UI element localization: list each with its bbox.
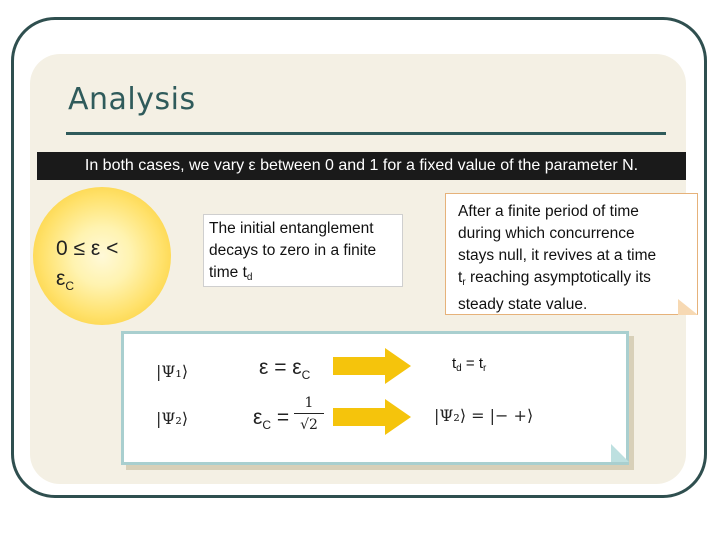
note2-line4: $t_r$ reaching asymptotically its	[458, 269, 651, 288]
note2-line3: stays null, it revives at a time	[458, 247, 657, 264]
row1-arrow-icon	[333, 348, 411, 384]
sun-label	[56, 234, 118, 301]
psi1-label: |Ψ₁⟩	[156, 362, 189, 381]
note1-line3: time $t_d$	[209, 264, 253, 283]
slide-title: Analysis	[68, 82, 196, 117]
note2-line1: After a finite period of time	[458, 203, 639, 220]
fraction-numerator: 1	[304, 395, 314, 411]
note1-line1: The initial entanglement	[209, 220, 374, 237]
row1-equation: $\varepsilon = \varepsilon_C$	[259, 356, 311, 383]
note1-line2: decays to zero in a finite	[209, 242, 377, 259]
sun-label-line2: $\varepsilon_C$	[56, 267, 75, 294]
fraction-bar	[294, 413, 324, 414]
title-rule	[66, 132, 666, 135]
row2-result: |Ψ₂⟩ = |− +⟩	[434, 406, 534, 425]
row2-equation: $\varepsilon_C$ =	[253, 406, 290, 433]
card-fold	[611, 444, 629, 462]
note-revival	[445, 193, 698, 315]
row2-fraction	[294, 395, 324, 434]
sun-label-line1: 0 ≤ ε <	[56, 237, 119, 260]
note-initial-entanglement	[203, 214, 403, 287]
psi2-label: |Ψ₂⟩	[156, 409, 189, 428]
row1-result: $t_d = t_r$	[452, 355, 487, 374]
note2-line2: during which concurrence	[458, 225, 635, 242]
row2-arrow-icon	[333, 399, 411, 435]
note2-line5: steady state value.	[458, 296, 588, 313]
note2-fold	[678, 299, 698, 315]
banner-text: In both cases, we vary ε between 0 and 1 for a fixed value of the parameter N.	[37, 152, 686, 180]
fraction-denominator: √2	[300, 417, 318, 433]
